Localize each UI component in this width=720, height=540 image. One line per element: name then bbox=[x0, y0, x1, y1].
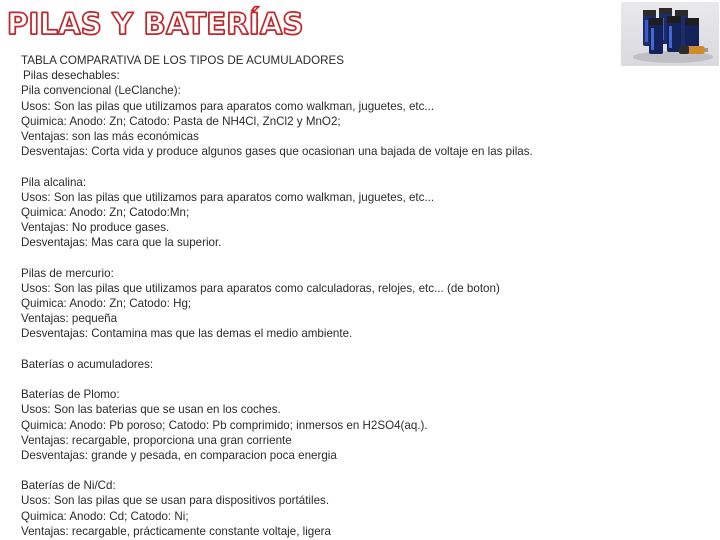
text-line: TABLA COMPARATIVA DE LOS TIPOS DE ACUMULADORES bbox=[21, 54, 344, 67]
text-line: Pila alcalina: bbox=[21, 175, 87, 189]
text-line: Baterías o acumuladores: bbox=[21, 357, 154, 371]
text-line: Pilas desechables: bbox=[23, 69, 120, 83]
text-line: Ventajas: recargable, proporciona una gran corriente bbox=[21, 433, 292, 447]
text-line: Ventajas: No produce gases. bbox=[21, 221, 170, 235]
spacer bbox=[21, 159, 711, 174]
text-line: Quimica: Anodo: Zn; Catodo: Pasta de NH4Cl, ZnCl2 y MnO2; bbox=[21, 114, 341, 128]
text-line: Desventajas: Corta vida y produce algunos gases que ocasionan una bajada de voltaje en las pilas. bbox=[21, 145, 533, 159]
text-line: Quimica: Anodo: Cd; Catodo: Ni; bbox=[21, 509, 189, 523]
spacer bbox=[21, 372, 711, 387]
slide-title: PILAS Y BATERÍAS bbox=[7, 7, 304, 41]
text-line: Baterías de Plomo: bbox=[21, 388, 120, 402]
text-line: Usos: Son las pilas que utilizamos para aparatos como calculadoras, relojes, etc... (de boton) bbox=[21, 281, 500, 295]
text-line: Desventajas: Contamina mas que las demas el medio ambiente. bbox=[21, 327, 353, 341]
text-line: Ventajas: pequeña bbox=[21, 312, 118, 326]
text-line: Quimica: Anodo: Zn; Catodo: Hg; bbox=[21, 297, 192, 310]
spacer bbox=[21, 463, 711, 478]
text-line: Quimica: Anodo: Pb poroso; Catodo: Pb comprimido; inmersos en H2SO4(aq.). bbox=[21, 418, 428, 432]
battery-comparison-text bbox=[21, 53, 711, 539]
text-line: Quimica: Anodo: Zn; Catodo:Mn; bbox=[21, 205, 190, 219]
text-line: Desventajas: grande y pesada, en comparacion poca energia bbox=[21, 448, 337, 462]
text-line: Ventajas: son las más económicas bbox=[21, 129, 199, 143]
text-line: Usos: Son las pilas que utilizamos para aparatos como walkman, juguetes, etc... bbox=[21, 190, 435, 204]
text-line: Pilas de mercurio: bbox=[21, 266, 114, 280]
spacer bbox=[21, 342, 711, 357]
spacer bbox=[21, 250, 711, 265]
text-line: Desventajas: Mas cara que la superior. bbox=[21, 236, 222, 250]
text-line: Usos: Son las pilas que se usan para dispositivos portátiles. bbox=[21, 494, 330, 508]
text-line: Usos: Son las baterias que se usan en los coches. bbox=[21, 403, 281, 417]
text-line: Pila convencional (LeClanche): bbox=[21, 84, 181, 98]
text-line: Ventajas: recargable, prácticamente constante voltaje, ligera bbox=[21, 524, 331, 538]
text-line: Usos: Son las pilas que utilizamos para aparatos como walkman, juguetes, etc... bbox=[21, 99, 435, 113]
text-line: Baterías de Ni/Cd: bbox=[21, 479, 116, 493]
